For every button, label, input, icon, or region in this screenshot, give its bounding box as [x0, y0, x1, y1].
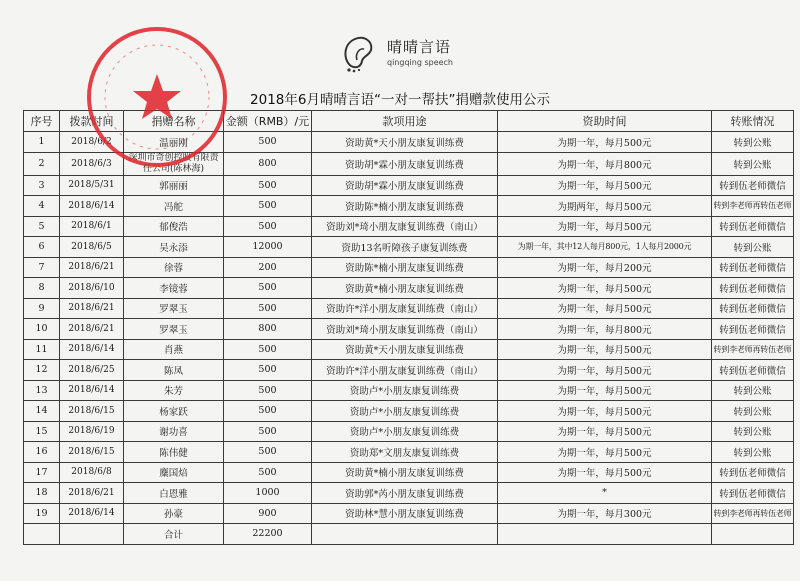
cell-donor: 深圳市奇创控股有限责任公司(陈林海) — [124, 152, 224, 175]
cell-transfer: 转到伍老师微信 — [712, 175, 794, 196]
cell-amount: 500 — [224, 401, 312, 422]
cell-amount: 1000 — [224, 483, 312, 504]
cell-period: 为期一年，每月500元 — [498, 360, 712, 381]
cell-no: 11 — [24, 339, 60, 360]
cell-period: 为期一年，每月500元 — [498, 380, 712, 401]
cell-amount: 500 — [224, 196, 312, 217]
cell-donor: 郭丽丽 — [124, 175, 224, 196]
table-row — [24, 483, 794, 504]
cell-transfer: 转到伍老师微信 — [712, 462, 794, 483]
cell-no: 3 — [24, 175, 60, 196]
cell-transfer: 转到伍老师微信 — [712, 216, 794, 237]
cell-purpose: 资助林*慧小朋友康复训练费 — [312, 503, 498, 524]
cell-purpose: 资助黄*天小朋友康复训练费 — [312, 339, 498, 360]
cell-transfer: 转到伍老师微信 — [712, 278, 794, 299]
cell-no: 18 — [24, 483, 60, 504]
cell-date — [60, 524, 124, 545]
cell-date: 2018/6/21 — [60, 257, 124, 278]
cell-no: 17 — [24, 462, 60, 483]
cell-no: 15 — [24, 421, 60, 442]
table-row — [24, 360, 794, 381]
cell-date: 2018/6/14 — [60, 380, 124, 401]
cell-donor: 朱芳 — [124, 380, 224, 401]
cell-purpose: 资助郭*芮小朋友康复训练费 — [312, 483, 498, 504]
cell-transfer: 转到李老师再转伍老师 — [712, 339, 794, 360]
cell-purpose: 资助黄*天小朋友康复训练费 — [312, 132, 498, 153]
cell-no — [24, 524, 60, 545]
cell-transfer: 转到李老师再转伍老师 — [712, 196, 794, 217]
cell-purpose: 资助刘*琦小朋友康复训练费（南山） — [312, 216, 498, 237]
cell-transfer: 转到伍老师微信 — [712, 360, 794, 381]
cell-donor: 孙豪 — [124, 503, 224, 524]
cell-date: 2018/6/14 — [60, 339, 124, 360]
cell-date: 2018/6/21 — [60, 298, 124, 319]
cell-purpose: 资助胡*霖小朋友康复训练费 — [312, 175, 498, 196]
cell-date: 2018/6/14 — [60, 503, 124, 524]
table-row — [24, 237, 794, 258]
cell-transfer: 转到伍老师微信 — [712, 257, 794, 278]
cell-no: 10 — [24, 319, 60, 340]
cell-amount: 500 — [224, 339, 312, 360]
cell-purpose: 资助刘*琦小朋友康复训练费（南山） — [312, 319, 498, 340]
cell-date: 2018/6/5 — [60, 237, 124, 258]
table-row — [24, 339, 794, 360]
cell-no: 4 — [24, 196, 60, 217]
cell-date: 2018/6/21 — [60, 483, 124, 504]
table-row — [24, 462, 794, 483]
header-donor: 捐赠名称 — [124, 111, 224, 132]
cell-amount: 500 — [224, 462, 312, 483]
cell-period: 为期一年，每月500元 — [498, 401, 712, 422]
cell-transfer: 转到伍老师微信 — [712, 483, 794, 504]
cell-amount: 500 — [224, 132, 312, 153]
header-no: 序号 — [24, 111, 60, 132]
table-row — [24, 401, 794, 422]
cell-date: 2018/6/3 — [60, 152, 124, 175]
cell-purpose: 资助郑*文朋友康复训练费 — [312, 442, 498, 463]
cell-donor: 杨家跃 — [124, 401, 224, 422]
total-amount: 22200 — [224, 524, 312, 545]
table-row — [24, 380, 794, 401]
cell-donor: 冯舵 — [124, 196, 224, 217]
cell-purpose: 资助黄*楠小朋友康复训练费 — [312, 462, 498, 483]
cell-date: 2018/6/8 — [60, 462, 124, 483]
cell-no: 14 — [24, 401, 60, 422]
cell-purpose: 资助13名听障孩子康复训练费 — [312, 237, 498, 258]
cell-date: 2018/6/21 — [60, 319, 124, 340]
cell-transfer: 转到公账 — [712, 442, 794, 463]
cell-transfer: 转到伍老师微信 — [712, 298, 794, 319]
cell-amount: 800 — [224, 152, 312, 175]
cell-purpose: 资助卢*小朋友康复训练费 — [312, 380, 498, 401]
cell-period: 为期一年，每月500元 — [498, 339, 712, 360]
cell-period: 为期一年，每月500元 — [498, 442, 712, 463]
cell-period: 为期一年，每月500元 — [498, 175, 712, 196]
header-amount: 金额（RMB）/元 — [224, 111, 312, 132]
cell-period: 为期一年，每月200元 — [498, 257, 712, 278]
cell-no: 2 — [24, 152, 60, 175]
table-row — [24, 298, 794, 319]
table-row — [24, 216, 794, 237]
cell-period: 为期一年，其中12人每月800元，1人每月2000元 — [498, 237, 712, 258]
cell-transfer: 转到公账 — [712, 132, 794, 153]
header-period: 资助时间 — [498, 111, 712, 132]
cell-donor: 徐蓉 — [124, 257, 224, 278]
cell-date: 2018/6/15 — [60, 442, 124, 463]
cell-purpose: 资助胡*霖小朋友康复训练费 — [312, 152, 498, 175]
cell-no: 6 — [24, 237, 60, 258]
cell-amount: 500 — [224, 421, 312, 442]
logo-name-cn: 晴晴言语 — [387, 38, 452, 56]
table-row — [24, 421, 794, 442]
logo-name-en: qingqing speech — [387, 58, 453, 67]
cell-date: 2018/5/31 — [60, 175, 124, 196]
cell-donor: 白恩雅 — [124, 483, 224, 504]
cell-transfer: 转到公账 — [712, 380, 794, 401]
cell-amount: 500 — [224, 360, 312, 381]
cell-donor: 罗翠玉 — [124, 319, 224, 340]
cell-amount: 500 — [224, 216, 312, 237]
cell-period: 为期一年，每月800元 — [498, 152, 712, 175]
table-row — [24, 175, 794, 196]
cell-period — [498, 524, 712, 545]
cell-no: 12 — [24, 360, 60, 381]
cell-transfer: 转到公账 — [712, 401, 794, 422]
cell-period: 为期一年，每月500元 — [498, 278, 712, 299]
donation-table — [23, 110, 794, 545]
cell-purpose: 资助卢*小朋友康复训练费 — [312, 401, 498, 422]
cell-date: 2018/6/25 — [60, 360, 124, 381]
cell-purpose: 资助许*洋小朋友康复训练费（南山） — [312, 298, 498, 319]
cell-amount: 900 — [224, 503, 312, 524]
cell-purpose: 资助陈*楠小朋友康复训练费 — [312, 257, 498, 278]
cell-no: 5 — [24, 216, 60, 237]
table-total-row — [24, 524, 794, 545]
cell-period: 为期一年，每月500元 — [498, 132, 712, 153]
cell-donor: 温丽刚 — [124, 132, 224, 153]
table-row — [24, 278, 794, 299]
cell-donor: 李镜蓉 — [124, 278, 224, 299]
cell-donor: 陈凤 — [124, 360, 224, 381]
cell-transfer: 转到李老师再转伍老师 — [712, 503, 794, 524]
cell-transfer: 转到公账 — [712, 237, 794, 258]
table-row — [24, 442, 794, 463]
logo — [337, 30, 477, 82]
cell-donor: 郁俊浩 — [124, 216, 224, 237]
header-transfer: 转账情况 — [712, 111, 794, 132]
cell-no: 1 — [24, 132, 60, 153]
cell-donor: 麋国焙 — [124, 462, 224, 483]
red-seal-stamp-icon — [82, 22, 232, 172]
cell-amount: 800 — [224, 319, 312, 340]
cell-period: 为期两年，每月500元 — [498, 196, 712, 217]
cell-amount: 12000 — [224, 237, 312, 258]
cell-purpose: 资助黄*楠小朋友康复训练费 — [312, 278, 498, 299]
table-row — [24, 196, 794, 217]
cell-amount: 500 — [224, 380, 312, 401]
table-row — [24, 319, 794, 340]
cell-purpose: 资助卢*小朋友康复训练费 — [312, 421, 498, 442]
cell-date: 2018/6/19 — [60, 421, 124, 442]
cell-donor: 谢功喜 — [124, 421, 224, 442]
cell-period: 为期一年，每月300元 — [498, 503, 712, 524]
cell-date: 2018/6/10 — [60, 278, 124, 299]
cell-donor: 陈伟健 — [124, 442, 224, 463]
cell-date: 2018/6/2 — [60, 132, 124, 153]
cell-amount: 500 — [224, 278, 312, 299]
cell-date: 2018/6/1 — [60, 216, 124, 237]
cell-no: 16 — [24, 442, 60, 463]
cell-transfer: 转到公账 — [712, 152, 794, 175]
cell-period: 为期一年，每月500元 — [498, 462, 712, 483]
cell-no: 7 — [24, 257, 60, 278]
table-row — [24, 257, 794, 278]
page-title: 2018年6月晴晴言语“一对一帮扶”捐赠款使用公示 — [250, 92, 550, 108]
cell-period: 为期一年，每月500元 — [498, 298, 712, 319]
cell-period: 为期一年，每月500元 — [498, 421, 712, 442]
cell-no: 13 — [24, 380, 60, 401]
total-label: 合计 — [124, 524, 224, 545]
cell-purpose: 资助许*洋小朋友康复训练费（南山） — [312, 360, 498, 381]
cell-transfer: 转到公账 — [712, 421, 794, 442]
table-row — [24, 503, 794, 524]
cell-no: 8 — [24, 278, 60, 299]
cell-period: 为期一年，每月500元 — [498, 216, 712, 237]
cell-period: * — [498, 483, 712, 504]
cell-no: 9 — [24, 298, 60, 319]
cell-date: 2018/6/14 — [60, 196, 124, 217]
cell-donor: 吴永添 — [124, 237, 224, 258]
cell-period: 为期一年，每月800元 — [498, 319, 712, 340]
cell-donor: 罗翠玉 — [124, 298, 224, 319]
cell-transfer — [712, 524, 794, 545]
logo-ear-icon — [337, 30, 381, 74]
cell-purpose — [312, 524, 498, 545]
cell-amount: 500 — [224, 442, 312, 463]
cell-date: 2018/6/15 — [60, 401, 124, 422]
header-purpose: 款项用途 — [312, 111, 498, 132]
cell-donor: 肖燕 — [124, 339, 224, 360]
cell-purpose: 资助陈*楠小朋友康复训练费 — [312, 196, 498, 217]
cell-transfer: 转到伍老师微信 — [712, 319, 794, 340]
cell-amount: 200 — [224, 257, 312, 278]
cell-amount: 500 — [224, 175, 312, 196]
cell-amount: 500 — [224, 298, 312, 319]
header-date: 拨款时间 — [60, 111, 124, 132]
cell-no: 19 — [24, 503, 60, 524]
